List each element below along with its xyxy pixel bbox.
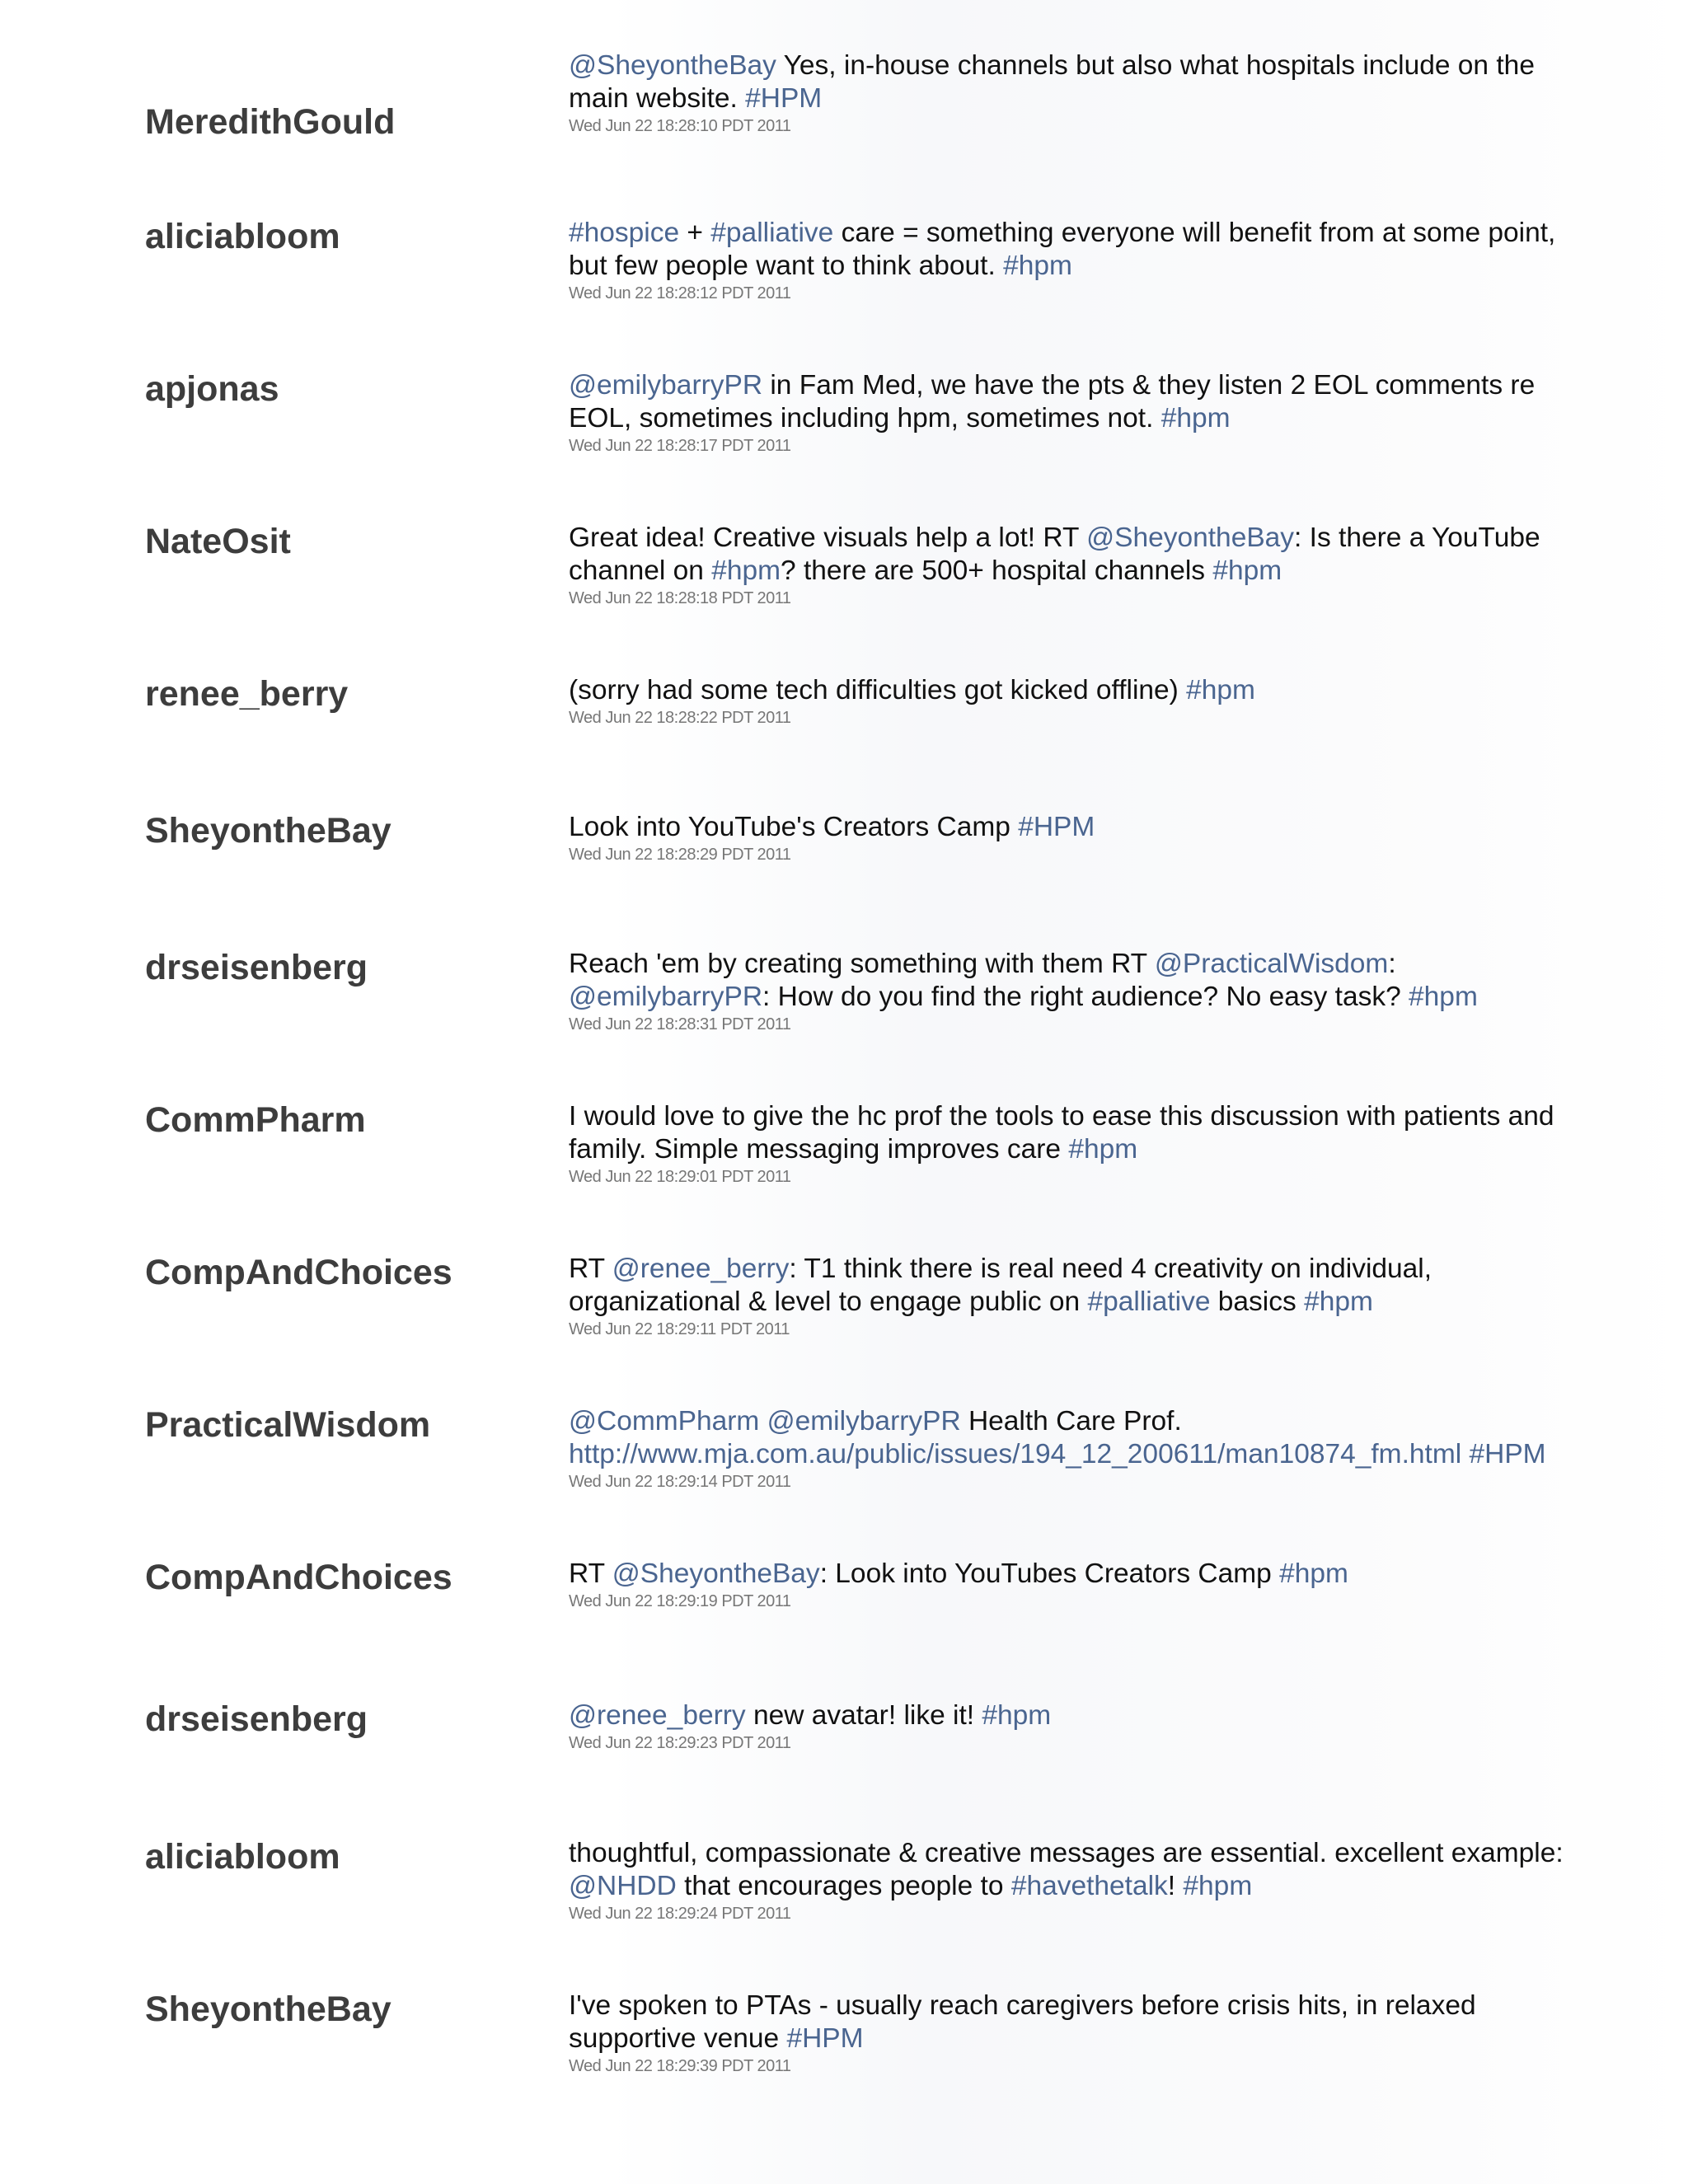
mention-link[interactable]: @renee_berry — [612, 1254, 790, 1284]
tweet-text-line-1 — [569, 1405, 1566, 1438]
tweet-body — [569, 522, 1566, 608]
tweet-username[interactable]: MeredithGould — [145, 102, 396, 142]
tweet-body — [569, 49, 1566, 136]
hashtag-link[interactable]: #HPM — [1469, 1439, 1546, 1469]
tweet-text-line-1 — [569, 1100, 1566, 1133]
tweet-text-segment: supportive venue — [569, 2023, 787, 2054]
tweet-text-line-2 — [569, 250, 1566, 283]
tweet-username[interactable]: PracticalWisdom — [145, 1405, 431, 1445]
tweet-timestamp: Wed Jun 22 18:28:17 PDT 2011 — [569, 437, 791, 455]
tweet-timestamp: Wed Jun 22 18:28:22 PDT 2011 — [569, 709, 791, 727]
tweet-username[interactable]: NateOsit — [145, 522, 291, 561]
tweet-text-line-2 — [569, 1438, 1566, 1471]
tweet-text-segment: EOL, sometimes including hpm, sometimes not. — [569, 403, 1161, 434]
tweet-timestamp: Wed Jun 22 18:29:19 PDT 2011 — [569, 1592, 791, 1610]
mention-link[interactable]: @SheyontheBay — [569, 50, 776, 81]
tweet-text-segment: Reach 'em by creating something with them RT — [569, 949, 1155, 979]
tweet-body — [569, 1699, 1566, 1753]
tweet-body — [569, 1405, 1566, 1492]
tweet-text-line-1 — [569, 1558, 1566, 1591]
tweet-username[interactable]: apjonas — [145, 369, 279, 409]
mention-link[interactable]: @emilybarryPR — [569, 982, 763, 1012]
tweet-text-segment: but few people want to think about. — [569, 251, 1004, 281]
hashtag-link[interactable]: #havethetalk — [1010, 1871, 1168, 1901]
mention-link[interactable]: @emilybarryPR — [569, 370, 763, 401]
tweet-body — [569, 1253, 1566, 1339]
tweet-text-segment: in Fam Med, we have the pts & they listen 2 EOL comments re — [762, 370, 1536, 401]
tweet-text-segment: channel on — [569, 555, 712, 586]
tweet-text-line-2 — [569, 82, 1566, 115]
tweet-username[interactable]: CompAndChoices — [145, 1558, 452, 1597]
tweet-timestamp: Wed Jun 22 18:28:10 PDT 2011 — [569, 117, 791, 135]
tweet-text-segment — [1461, 1439, 1469, 1469]
tweet-text-segment: ? there are 500+ hospital channels — [781, 555, 1213, 586]
tweet-text-segment: Great idea! Creative visuals help a lot! RT — [569, 523, 1087, 553]
tweet-body — [569, 217, 1566, 303]
tweet-text-segment: : Is there a YouTube — [1294, 523, 1540, 553]
tweet-text-segment: care = something everyone will benefit from at some point, — [833, 218, 1556, 248]
hashtag-link[interactable]: #hospice — [569, 218, 680, 248]
tweet-text-segment: organizational & level to engage public on — [569, 1286, 1088, 1317]
hashtag-link[interactable]: #palliative — [710, 218, 834, 248]
tweet-text-segment: Look into YouTube's Creators Camp — [569, 812, 1019, 842]
tweet-text-segment: : How do you find the right audience? No easy task? — [762, 982, 1409, 1012]
tweet-text-segment: main website. — [569, 83, 746, 114]
tweet-text-segment: I would love to give the hc prof the tools to ease this discussion with patients and — [569, 1101, 1554, 1132]
tweet-text-line-2 — [569, 1286, 1566, 1319]
tweet-timestamp: Wed Jun 22 18:28:29 PDT 2011 — [569, 846, 791, 864]
tweet-username[interactable]: CommPharm — [145, 1100, 366, 1140]
url-link[interactable]: http://www.mja.com.au/public/issues/194_12_200611/man10874_fm.html — [569, 1439, 1462, 1469]
hashtag-link[interactable]: #hpm — [1212, 555, 1282, 586]
mention-link[interactable]: @SheyontheBay — [612, 1558, 820, 1589]
tweet-text-line-1 — [569, 1699, 1566, 1732]
tweet-text-line-2 — [569, 402, 1566, 435]
hashtag-link[interactable]: #hpm — [982, 1700, 1052, 1731]
tweet-text-segment: : T1 think there is real need 4 creativity on individual, — [789, 1254, 1432, 1284]
mention-link[interactable]: @NHDD — [569, 1871, 677, 1901]
tweet-timestamp: Wed Jun 22 18:28:12 PDT 2011 — [569, 284, 791, 302]
tweet-text-segment: ! — [1167, 1871, 1184, 1901]
tweet-text-line-1 — [569, 811, 1566, 844]
tweet-text-segment: : Look into YouTubes Creators Camp — [819, 1558, 1280, 1589]
tweet-username[interactable]: SheyontheBay — [145, 1990, 392, 2029]
tweet-username[interactable]: drseisenberg — [145, 1699, 368, 1739]
hashtag-link[interactable]: #hpm — [1186, 675, 1255, 705]
hashtag-link[interactable]: #HPM — [1018, 812, 1095, 842]
hashtag-link[interactable]: #hpm — [1409, 982, 1478, 1012]
tweet-body — [569, 674, 1566, 728]
tweet-text-line-2 — [569, 555, 1566, 588]
tweet-timestamp: Wed Jun 22 18:29:23 PDT 2011 — [569, 1734, 791, 1752]
mention-link[interactable]: @SheyontheBay — [1086, 523, 1295, 553]
tweet-username[interactable]: aliciabloom — [145, 1837, 340, 1877]
tweet-text-segment: Health Care Prof. — [960, 1406, 1182, 1436]
hashtag-link[interactable]: #hpm — [1003, 251, 1072, 281]
tweet-text-line-1 — [569, 1990, 1566, 2022]
tweet-body — [569, 369, 1566, 456]
hashtag-link[interactable]: #hpm — [1183, 1871, 1253, 1901]
hashtag-link[interactable]: #hpm — [1068, 1134, 1138, 1165]
hashtag-link[interactable]: #HPM — [786, 2023, 864, 2054]
tweet-text-line-1 — [569, 522, 1566, 555]
tweet-username[interactable]: CompAndChoices — [145, 1253, 452, 1292]
tweet-text-segment: thoughtful, compassionate & creative messages are essential. excellent example: — [569, 1838, 1564, 1868]
tweet-username[interactable]: aliciabloom — [145, 217, 340, 256]
tweet-text-line-1 — [569, 49, 1566, 82]
tweet-timestamp: Wed Jun 22 18:29:14 PDT 2011 — [569, 1473, 791, 1491]
tweet-timestamp: Wed Jun 22 18:29:24 PDT 2011 — [569, 1905, 791, 1923]
tweet-body — [569, 1558, 1566, 1611]
tweet-text-segment — [759, 1406, 767, 1436]
hashtag-link[interactable]: #hpm — [1160, 403, 1231, 434]
tweet-body — [569, 948, 1566, 1034]
tweet-body — [569, 1837, 1566, 1924]
tweet-text-segment: : — [1388, 949, 1396, 979]
tweet-timestamp: Wed Jun 22 18:28:31 PDT 2011 — [569, 1015, 791, 1033]
tweet-timestamp: Wed Jun 22 18:29:39 PDT 2011 — [569, 2057, 791, 2075]
tweet-text-line-1 — [569, 217, 1566, 250]
hashtag-link[interactable]: #hpm — [711, 555, 781, 586]
tweet-timestamp: Wed Jun 22 18:29:01 PDT 2011 — [569, 1168, 791, 1186]
mention-link[interactable]: @renee_berry — [569, 1700, 746, 1731]
tweet-text-segment: new avatar! like it! — [745, 1700, 982, 1731]
tweet-text-line-1 — [569, 369, 1566, 402]
hashtag-link[interactable]: #hpm — [1279, 1558, 1348, 1589]
tweet-text-line-1 — [569, 1253, 1566, 1286]
tweet-text-line-1 — [569, 1837, 1566, 1870]
mention-link[interactable]: @emilybarryPR — [767, 1406, 961, 1436]
mention-link[interactable]: @CommPharm — [569, 1406, 760, 1436]
tweet-text-segment: basics — [1210, 1286, 1305, 1317]
tweet-username[interactable]: renee_berry — [145, 674, 349, 714]
tweet-text-segment: I've spoken to PTAs - usually reach caregivers before crisis hits, in relaxed — [569, 1990, 1476, 2021]
tweet-body — [569, 811, 1566, 865]
tweet-text-segment: (sorry had some tech difficulties got kicked offline) — [569, 675, 1187, 705]
hashtag-link[interactable]: #palliative — [1087, 1286, 1211, 1317]
tweet-timestamp: Wed Jun 22 18:29:11 PDT 2011 — [569, 1320, 790, 1338]
tweet-text-segment: that encourages people to — [676, 1871, 1011, 1901]
hashtag-link[interactable]: #hpm — [1304, 1286, 1373, 1317]
tweet-text-line-1 — [569, 948, 1566, 981]
tweet-text-segment: Yes, in-house channels but also what hospitals include on the — [776, 50, 1535, 81]
tweet-body — [569, 1100, 1566, 1187]
tweet-body — [569, 1990, 1566, 2076]
tweet-text-line-2 — [569, 2022, 1566, 2055]
tweet-timestamp: Wed Jun 22 18:28:18 PDT 2011 — [569, 589, 791, 607]
tweet-username[interactable]: drseisenberg — [145, 948, 368, 987]
tweet-text-segment: family. Simple messaging improves care — [569, 1134, 1069, 1165]
tweet-text-segment: RT — [569, 1558, 612, 1589]
tweet-text-segment: RT — [569, 1254, 612, 1284]
mention-link[interactable]: @PracticalWisdom — [1154, 949, 1389, 979]
tweet-text-line-2 — [569, 981, 1566, 1014]
tweet-username[interactable]: SheyontheBay — [145, 811, 392, 851]
tweet-text-line-1 — [569, 674, 1566, 707]
tweet-text-line-2 — [569, 1133, 1566, 1166]
hashtag-link[interactable]: #HPM — [745, 83, 823, 114]
tweet-text-segment: + — [679, 218, 711, 248]
tweet-text-line-2 — [569, 1870, 1566, 1903]
